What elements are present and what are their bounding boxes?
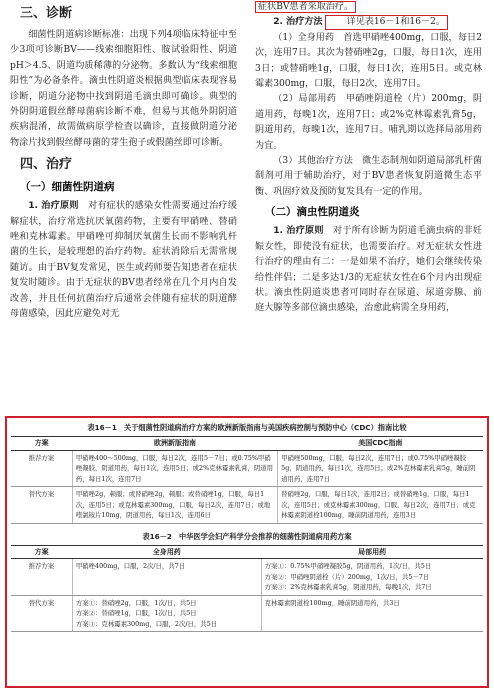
table-cell: 甲硝唑400～500mg，口服，每日2次，连用5－7日；或0.75%甲硝唑凝胶，阴道用药，每日1次，连用5日；或2%克林霉素乳膏，阴道用药，每日1次，连用7日 [72, 450, 277, 487]
table1-header-eu: 欧洲新版指南 [72, 437, 277, 451]
table1 [11, 436, 483, 524]
method-3: （3）其他治疗方法 微生态制剂如阴道局部乳杆菌制剂可用于辅助治疗，对于BV患者恢复阴道微生态平衡、巩固疗效及预防复发具有一定的作用。 [255, 156, 482, 197]
tv-principle-paragraph [255, 224, 482, 316]
table-row [11, 559, 483, 596]
tables-highlight-box [5, 416, 489, 688]
list-item: 克林霉素阴道栓100mg，睡前阴道用药，共3日 [264, 598, 400, 607]
table2-caption: 表16－2 中华医学会妇产科学分会推荐的细菌性阴道病用药方案 [142, 531, 352, 541]
table-cell [72, 595, 261, 632]
bv-principle-paragraph [10, 199, 237, 322]
heading-treatment: 四、治疗 [20, 157, 73, 173]
table-cell: 替代方案 [11, 487, 72, 524]
list-item: 方案①：0.75%甲硝唑凝胶5g，阴道用药，1次/日，共5日 [264, 562, 432, 570]
heading-tv: （二）滴虫性阴道炎 [265, 206, 360, 219]
table-cell [261, 595, 483, 632]
method-1: （1）全身用药 首选甲硝唑400mg，口服，每日2次，连用7日。其次为替硝唑2g，口服，每日1次，连用3日；或替硝唑1g，口服，每日1次，连用5日。或克林霉素300mg，口服，每日2次，连用7日。 [255, 32, 482, 90]
method-reference: 详见表16－1和16－2。 [325, 15, 448, 30]
heading-bv: （一）细菌性阴道病 [20, 181, 115, 194]
list-item: 甲硝唑400mg，口服，2次/日，共7日 [75, 562, 186, 570]
heading-diagnosis: 三、诊断 [20, 6, 73, 21]
table-cell: 替硝唑2g，口服，每日1次，连用2日；或替硝唑1g，口服，每日1次，连用5日；或克林霉素300mg，口服，每日2次，连用7日；或克林霉素阴道栓100mg，睡前阴道用药，连用3日 [278, 487, 483, 524]
table2-header-local: 局部用药 [261, 545, 483, 559]
tv-principle-text: 对于所有诊断为阴道毛滴虫病的非妊娠女性，即使没有症状，也需要治疗。对无症状女性进行治疗的理由有二：一是如果不治疗，她们会继续传染给性伴侣；二是多达1/3的无症状女性在6个月内出现症状。滴虫性阴道炎患者可同时存在尿道、尿道旁腺、前庭大腺等多部位滴虫感染，治愈此病需全身用药， [255, 226, 482, 314]
table-row [11, 487, 483, 524]
bv-principle-text: 对有症状的感染女性需要通过治疗缓解症状，治疗常选抗厌氧菌药物，主要有甲硝唑、替硝唑和克林霉素。甲硝唑可抑制厌氧菌生长而不影响乳杆菌的生长，是较理想的治疗药物。症状消除后无需常规随访。由于BV复发常见，医生或药师要告知患者在症状复发时随诊。由于无症状的BV患者经常在几个月内自发改善，并且任何抗菌治疗后通常会伴随有症状的阴道酵母菌感染，因此应避免对无 [10, 201, 237, 320]
list-item: 方案③：克林霉素300mg，口服，2次/日，共5日 [75, 619, 218, 628]
table1-header-row [11, 437, 483, 451]
table1-caption: 表16－1 关于细菌性阴道病治疗方案的欧洲新版指南与美国疾病控制与预防中心（CDC）指南比较 [87, 423, 407, 432]
list-item: 方案②：替硝唑1g，口服，1次/日，共5日 [75, 609, 197, 617]
table-row [11, 595, 483, 632]
table1-header-cdc: 美国CDC指南 [278, 437, 483, 451]
diagnosis-paragraph: 细菌性阴道病诊断标准：出现下列4项临床特征中至少3项可诊断BV——线索细胞阳性、胺试验阳性、阴道pH＞4.5、阴道均质稀薄的分泌物。多数认为“线索细胞阳性”为必备条件。滴虫性阴道炎根据典型临床表现容易诊断，阴道分泌物中找到阴道毛滴虫即可确诊。典型的外阴阴道假丝酵母菌病诊断不难，但易与其他外阴阴道疾病混淆，故需做病原学检查以确诊，直接做阴道分泌物涂片找到假丝酵母菌的芽生孢子或假菌丝即可诊断。 [10, 30, 237, 148]
table-cell [261, 559, 483, 596]
table2 [11, 545, 483, 633]
table-cell: 甲硝唑2g，顿服；或替硝唑2g，顿服；或替硝唑1g，口服，每日1次，连用5日；或克林霉素300mg，口服，每日2次，连用7日；或地喹氯铵片10mg，阴道用药，每日1次，连用6日 [72, 487, 277, 524]
table-cell: 替代方案 [11, 595, 72, 632]
method-title: 2. 治疗方法 [273, 17, 323, 28]
bv-principle-title: 1. 治疗原则 [28, 201, 79, 212]
method-2: （2）局部用药 甲硝唑阴道栓（片）200mg，阴道用药，每晚1次，连用7日；或2%克林霉素乳膏5g，阴道用药，每晚1次，连用7日。哺乳期以选择局部用药为宜。 [255, 94, 482, 151]
table-cell [72, 559, 261, 596]
table1-header-scheme: 方案 [11, 437, 72, 451]
table-cell: 推荐方案 [11, 559, 72, 596]
list-item: 方案①：替硝唑2g，口服，1次/日，共5日 [75, 598, 197, 607]
table2-header-systemic: 全身用药 [72, 545, 261, 559]
table-cell: 甲硝唑500mg，口服，每日2次，连用7日；或0.75%甲硝唑凝胶5g，阴道用药，每日1次，连用5日；或2%克林霉素乳膏5g，睡前阴道用药，连用7日 [278, 450, 483, 487]
table2-header-row [11, 545, 483, 559]
list-item: 方案③：2%克林霉素乳膏5g，阴道用药，每晚1次，共7日 [264, 583, 432, 591]
highlighted-continuation: 症状BV患者采取治疗。 [255, 1, 356, 13]
list-item: 方案②：甲硝唑阴道栓（片）200mg，1次/日，共5－7日 [264, 572, 430, 581]
table-cell: 推荐方案 [11, 450, 72, 487]
continuation-text [255, 0, 482, 15]
table2-header-scheme: 方案 [11, 545, 72, 559]
left-column [10, 0, 237, 323]
right-column [255, 0, 482, 317]
table-row [11, 450, 483, 487]
method-paragraph [255, 15, 482, 30]
tv-principle-title: 1. 治疗原则 [273, 226, 324, 237]
